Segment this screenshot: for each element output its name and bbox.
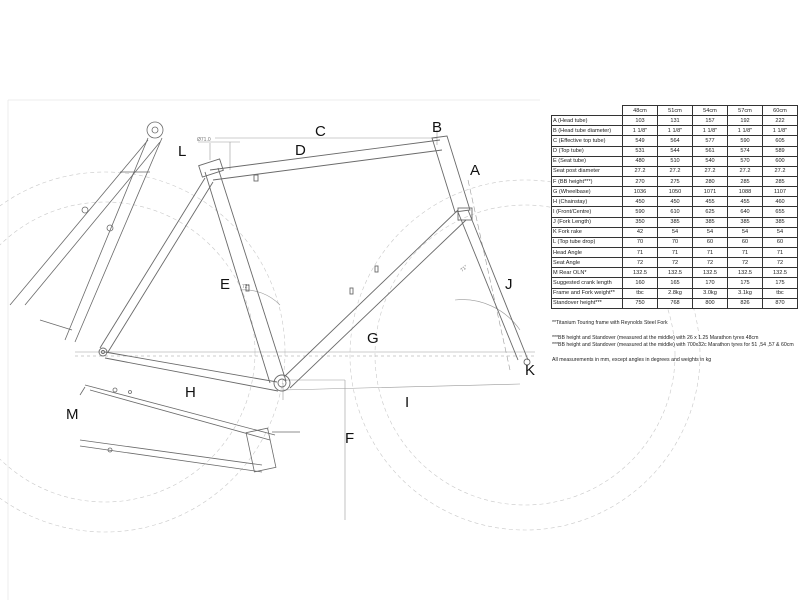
- table-cell: 132.5: [693, 268, 728, 278]
- label-A: A: [470, 162, 481, 179]
- table-cell: 60: [693, 237, 728, 247]
- size-header: 48cm: [623, 106, 658, 116]
- table-cell: 132.5: [763, 268, 798, 278]
- table-corner: [552, 106, 623, 116]
- table-cell: 577: [693, 136, 728, 146]
- table-cell: 564: [658, 136, 693, 146]
- table-body: [552, 116, 798, 309]
- table-cell: 42: [623, 227, 658, 237]
- table-cell: 600: [763, 156, 798, 166]
- table-cell: 455: [728, 197, 763, 207]
- table-cell: 54: [693, 227, 728, 237]
- label-H: H: [185, 384, 196, 401]
- table-cell: 160: [623, 278, 658, 288]
- label-J: J: [505, 276, 513, 293]
- row-label: A (Head tube): [552, 116, 623, 126]
- table-row: [552, 136, 798, 146]
- table-cell: 1 1/8": [658, 126, 693, 136]
- table-cell: 589: [763, 146, 798, 156]
- label-E: E: [220, 276, 231, 293]
- table-cell: 1 1/8": [693, 126, 728, 136]
- table-cell: 750: [623, 298, 658, 308]
- table-cell: 561: [693, 146, 728, 156]
- row-label: Head Angle: [552, 247, 623, 257]
- table-cell: 72: [693, 258, 728, 268]
- table-cell: 870: [763, 298, 798, 308]
- table-cell: 570: [728, 156, 763, 166]
- table-header-row: [552, 106, 798, 116]
- table-row: [552, 217, 798, 227]
- table-row: [552, 116, 798, 126]
- note-bb-700c: ***BB height and Standover (measured at the middle) with 700x32c Marathon tyres for 51 ,54 ,57 & 60cm: [552, 342, 794, 348]
- table-cell: 455: [693, 197, 728, 207]
- table-cell: 510: [658, 156, 693, 166]
- table-cell: 640: [728, 207, 763, 217]
- label-C: C: [315, 123, 326, 140]
- table-row: [552, 126, 798, 136]
- table-cell: 175: [763, 278, 798, 288]
- table-row: [552, 207, 798, 217]
- label-G: G: [367, 330, 379, 347]
- table-cell: 131: [658, 116, 693, 126]
- label-I: I: [405, 394, 410, 411]
- table-cell: 71: [658, 247, 693, 257]
- table-cell: 574: [728, 146, 763, 156]
- table-cell: 1088: [728, 187, 763, 197]
- row-label: F (BB height***): [552, 176, 623, 186]
- table-cell: 3.0kg: [693, 288, 728, 298]
- table-cell: 27.2: [623, 166, 658, 176]
- table-cell: 192: [728, 116, 763, 126]
- table-cell: 3.1kg: [728, 288, 763, 298]
- table-cell: 385: [763, 217, 798, 227]
- size-header: 60cm: [763, 106, 798, 116]
- table-cell: 1071: [693, 187, 728, 197]
- dimension-lines: [75, 130, 535, 520]
- note-bb-48: ***BB height and Standover (measured at the middle) with 26 x 1.25 Marathon tyres 48cm: [552, 335, 759, 341]
- table-cell: 27.2: [763, 166, 798, 176]
- table-cell: 285: [763, 176, 798, 186]
- row-label: K Fork rake: [552, 227, 623, 237]
- table-cell: 625: [693, 207, 728, 217]
- row-label: Seat post diameter: [552, 166, 623, 176]
- row-label: H (Chainstay): [552, 197, 623, 207]
- table-cell: 103: [623, 116, 658, 126]
- table-row: [552, 176, 798, 186]
- rear-view-detail: [10, 122, 163, 342]
- table-cell: 132.5: [728, 268, 763, 278]
- row-label: L (Top tube drop): [552, 237, 623, 247]
- table-cell: 275: [658, 176, 693, 186]
- table-cell: 605: [763, 136, 798, 146]
- table-cell: 460: [763, 197, 798, 207]
- table-cell: 480: [623, 156, 658, 166]
- table-cell: 590: [623, 207, 658, 217]
- table-cell: 531: [623, 146, 658, 156]
- table-cell: 540: [693, 156, 728, 166]
- main-frame: [99, 136, 530, 391]
- row-label: I (Front/Centre): [552, 207, 623, 217]
- size-header: 54cm: [693, 106, 728, 116]
- table-row: [552, 258, 798, 268]
- note-titanium: **Titanium Touring frame with Reynolds Steel Fork: [552, 320, 668, 326]
- row-label: G (Wheelbase): [552, 187, 623, 197]
- table-cell: 544: [658, 146, 693, 156]
- table-cell: 450: [658, 197, 693, 207]
- table-cell: 385: [693, 217, 728, 227]
- size-header: 51cm: [658, 106, 693, 116]
- table-cell: 285: [728, 176, 763, 186]
- label-M: M: [66, 406, 79, 423]
- row-label: C (Effective top tube): [552, 136, 623, 146]
- table-cell: 60: [728, 237, 763, 247]
- table-cell: 768: [658, 298, 693, 308]
- table-cell: 590: [728, 136, 763, 146]
- table-row: [552, 268, 798, 278]
- table-cell: 71: [728, 247, 763, 257]
- table-cell: 1050: [658, 187, 693, 197]
- table-cell: 1036: [623, 187, 658, 197]
- table-cell: 72: [623, 258, 658, 268]
- table-cell: tbc: [623, 288, 658, 298]
- table-cell: 71: [623, 247, 658, 257]
- note-units: All measurements in mm, except angles in degrees and weights in kg: [552, 357, 712, 363]
- table-cell: 350: [623, 217, 658, 227]
- table-cell: 27.2: [693, 166, 728, 176]
- table-cell: 70: [658, 237, 693, 247]
- table-row: [552, 187, 798, 197]
- table-cell: 1 1/8": [623, 126, 658, 136]
- label-L: L: [178, 143, 187, 160]
- table-row: [552, 237, 798, 247]
- table-cell: 385: [728, 217, 763, 227]
- table-cell: 170: [693, 278, 728, 288]
- table-row: [552, 197, 798, 207]
- label-B: B: [432, 119, 443, 136]
- label-F: F: [345, 430, 355, 447]
- geometry-table: [551, 105, 798, 309]
- row-label: E (Seat tube): [552, 156, 623, 166]
- table-cell: 222: [763, 116, 798, 126]
- table-cell: 27.2: [728, 166, 763, 176]
- size-header: 57cm: [728, 106, 763, 116]
- table-cell: 2.8kg: [658, 288, 693, 298]
- row-label: B (Head tube diameter): [552, 126, 623, 136]
- table-cell: 450: [623, 197, 658, 207]
- table-cell: 132.5: [623, 268, 658, 278]
- table-cell: 54: [728, 227, 763, 237]
- table-row: [552, 166, 798, 176]
- table-cell: 157: [693, 116, 728, 126]
- table-cell: 71: [693, 247, 728, 257]
- table-cell: 71: [763, 247, 798, 257]
- row-label: Frame and Fork weight**: [552, 288, 623, 298]
- row-label: Seat Angle: [552, 258, 623, 268]
- top-tube-drop-annotation: Ø71.0: [197, 137, 211, 143]
- label-D: D: [295, 142, 306, 159]
- table-cell: 655: [763, 207, 798, 217]
- table-cell: 549: [623, 136, 658, 146]
- row-label: M Rear OLN*: [552, 268, 623, 278]
- table-row: [552, 298, 798, 308]
- table-cell: 1 1/8": [728, 126, 763, 136]
- table-cell: 826: [728, 298, 763, 308]
- table-cell: 385: [658, 217, 693, 227]
- label-K: K: [525, 362, 536, 379]
- table-cell: 60: [763, 237, 798, 247]
- table-cell: 72: [763, 258, 798, 268]
- table-cell: tbc: [763, 288, 798, 298]
- table-cell: 132.5: [658, 268, 693, 278]
- table-cell: 72: [658, 258, 693, 268]
- head-angle-annotation: 71°: [459, 264, 470, 274]
- table-cell: 70: [623, 237, 658, 247]
- table-cell: 54: [763, 227, 798, 237]
- table-cell: 280: [693, 176, 728, 186]
- table-cell: 800: [693, 298, 728, 308]
- row-label: J (Fork Length): [552, 217, 623, 227]
- table-row: [552, 247, 798, 257]
- seat-angle-annotation: 72°: [242, 284, 250, 290]
- table-row: [552, 146, 798, 156]
- table-cell: 165: [658, 278, 693, 288]
- table-cell: 1 1/8": [763, 126, 798, 136]
- row-label: Suggested crank length: [552, 278, 623, 288]
- table-row: [552, 288, 798, 298]
- row-label: Standover height***: [552, 298, 623, 308]
- table-cell: 27.2: [658, 166, 693, 176]
- table-row: [552, 227, 798, 237]
- table-row: [552, 156, 798, 166]
- row-label: D (Top tube): [552, 146, 623, 156]
- table-cell: 610: [658, 207, 693, 217]
- table-cell: 1107: [763, 187, 798, 197]
- table-cell: 54: [658, 227, 693, 237]
- table-cell: 72: [728, 258, 763, 268]
- table-cell: 270: [623, 176, 658, 186]
- table-row: [552, 278, 798, 288]
- table-cell: 175: [728, 278, 763, 288]
